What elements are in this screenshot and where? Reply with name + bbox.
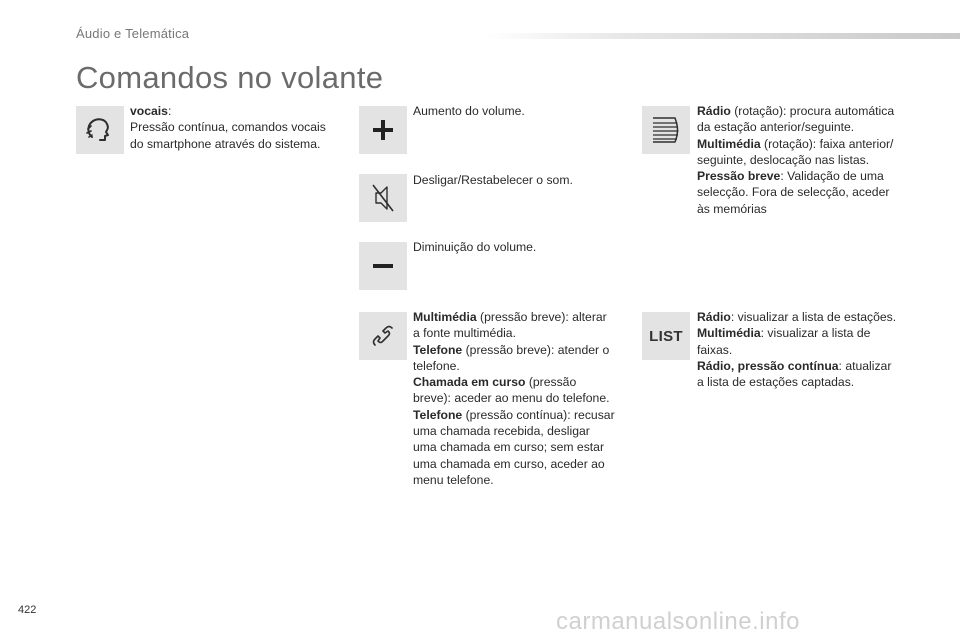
- voice-label: vocais: [130, 104, 168, 118]
- mute-description: Desligar/Restabelecer o som.: [413, 173, 573, 187]
- list-description: Rádio: visualizar a lista de estações. Multimédia: visualizar a lista de faixas. Rádio, pressão contínua: atualizar a lista de estações captadas.: [697, 310, 897, 390]
- minus-icon: [359, 242, 407, 290]
- voice-command-description: vocais: Pressão contínua, comandos vocais do smartphone através do sistema.: [130, 104, 326, 151]
- thumbwheel-icon: [642, 106, 690, 154]
- thumbwheel-description: Rádio (rotação): procura automática da estação anterior/seguinte. Multimédia (rotação): faixa anterior/ seguinte, deslocação nas listas. Pressão breve: Validação de uma selecção. Fora de selecção, aceder às memórias: [697, 104, 895, 216]
- phone-description: Multimédia (pressão breve): alterar a fonte multimédia. Telefone (pressão breve): atender o telefone. Chamada em curso (pressão breve): aceder ao menu do telefone. Telefone (pressão contínua): recusar uma chamada recebida, desligar uma chamada em curso; sem estar uma chamada em curso, aceder ao menu telefone.: [413, 310, 615, 487]
- plus-icon: [359, 106, 407, 154]
- section-header: Áudio e Telemática: [76, 26, 190, 41]
- volume-up-description: Aumento do volume.: [413, 104, 525, 118]
- watermark: carmanualsonline.info: [556, 608, 800, 635]
- page-title: Comandos no volante: [76, 60, 384, 95]
- phone-icon: [359, 312, 407, 360]
- voice-command-icon: [76, 106, 124, 154]
- page-number: 422: [18, 604, 37, 616]
- list-icon: LIST: [642, 312, 690, 360]
- volume-down-description: Diminuição do volume.: [413, 240, 537, 254]
- header-divider: [486, 33, 960, 39]
- mute-icon: [359, 174, 407, 222]
